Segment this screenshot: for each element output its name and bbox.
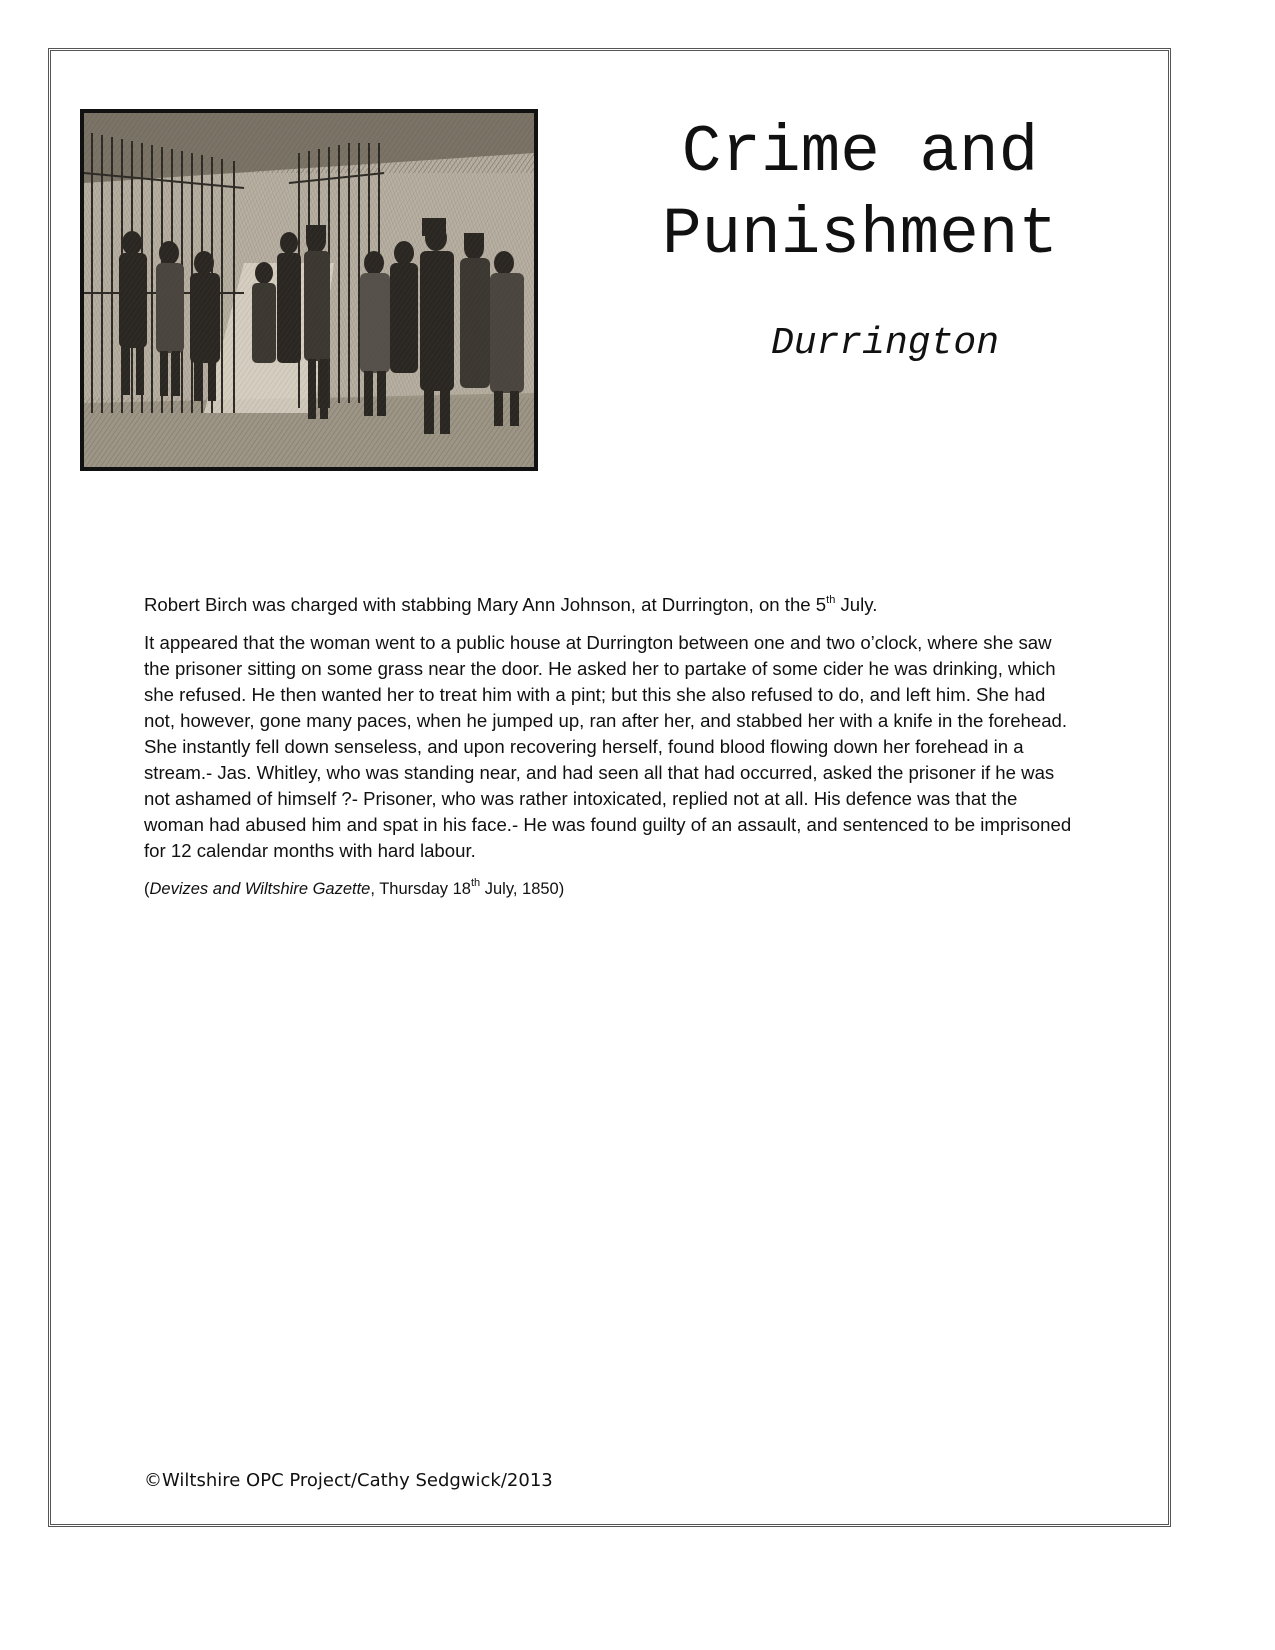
citation-date-end: July, 1850) <box>480 880 565 898</box>
title-line-2: Punishment <box>661 197 1059 272</box>
intro-text: Robert Birch was charged with stabbing Mary Ann Johnson, at Durrington, on the 5 <box>144 594 827 615</box>
intro-ordinal: th <box>826 594 836 606</box>
citation-date: , Thursday 18 <box>370 880 471 898</box>
title-line-1: Crime and <box>681 115 1039 190</box>
citation-ordinal: th <box>470 877 481 889</box>
page-title <box>600 112 1120 276</box>
place-subtitle: Durrington <box>770 322 1000 365</box>
intro-text-end: July. <box>835 594 878 615</box>
engraving-illustration <box>80 109 538 471</box>
copyright-footer: ©Wiltshire OPC Project/Cathy Sedgwick/2013 <box>144 1470 553 1491</box>
article-intro <box>144 592 1074 618</box>
engraving-prisoners-at-gate-icon <box>84 113 534 467</box>
article-body: It appeared that the woman went to a public house at Durrington between one and two o’clock, where she saw the prisoner sitting on some grass near the door. He asked her to partake of some cider he was drinking, which she refused. He then wanted her to treat him with a pint; but this she also refused to do, and left him. She had not, however, gone many paces, when he jumped up, ran after her, and stabbed her with a knife in the forehead. She instantly fell down senseless, and upon recovering herself, found blood flowing down her forehead in a stream.- Jas. Whitley, who was standing near, and had seen all that had occurred, asked the prisoner if he was not ashamed of himself ?- Prisoner, who was rather intoxicated, replied not at all. His defence was that the woman had abused him and spat in his face.- He was found guilty of an assault, and sentenced to be imprisoned for 12 calendar months with hard labour. <box>144 632 1072 861</box>
citation-source: Devizes and Wiltshire Gazette <box>149 880 371 898</box>
article-citation <box>144 876 1074 902</box>
article <box>144 592 1074 914</box>
citation-open: ( <box>144 880 150 898</box>
